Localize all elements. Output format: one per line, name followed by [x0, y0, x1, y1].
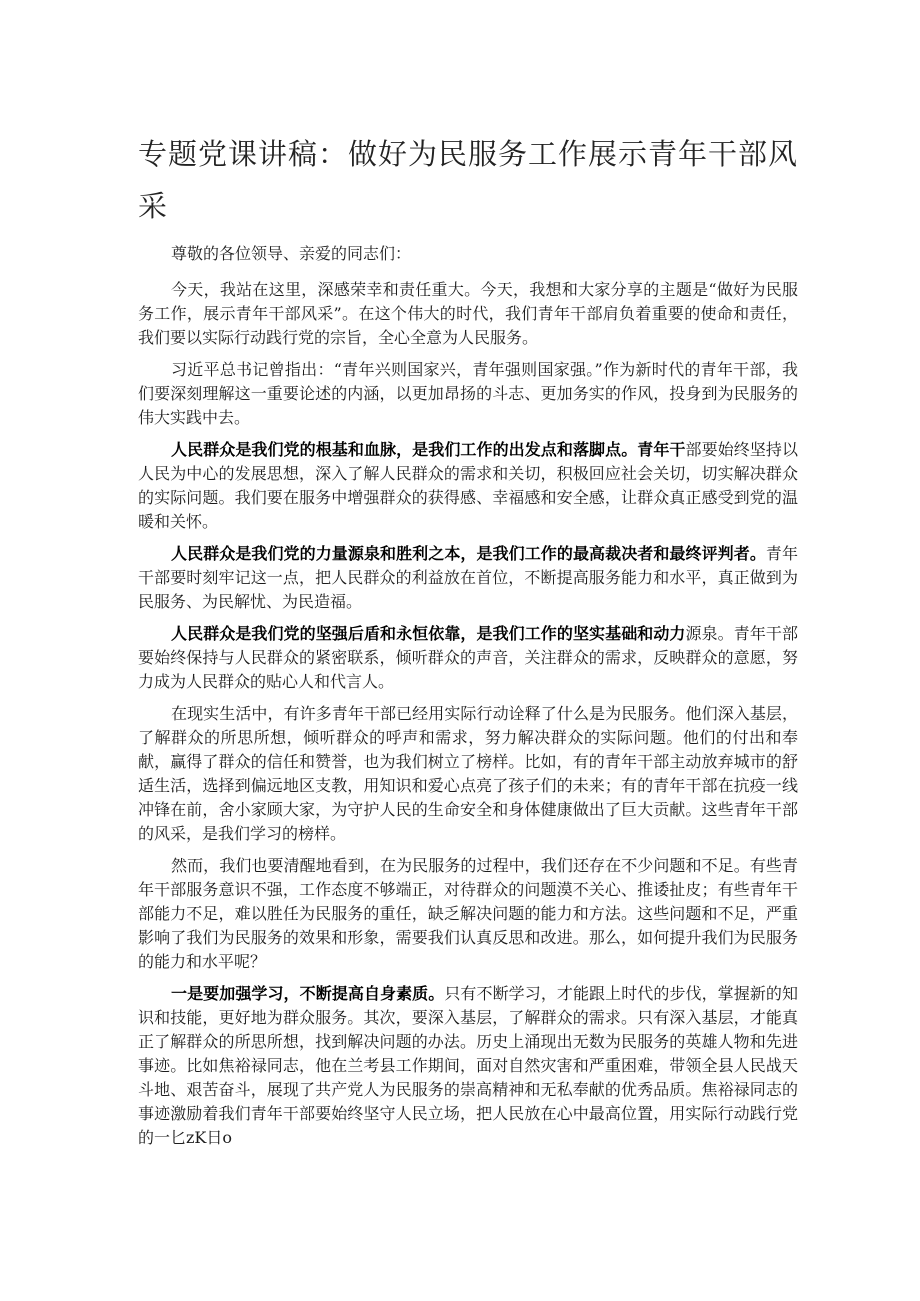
paragraph-lead-5: 人民群众是我们党的坚强后盾和永恒依靠，是我们工作的坚实基础和动力: [171, 624, 686, 643]
body-paragraph-2: [138, 358, 798, 430]
body-paragraph-1: [138, 278, 798, 350]
paragraph-text-2: 习近平总书记曾指出：“青年兴则国家兴，青年强则国家强。”作为新时代的青年干部，我们要深刻理解这一重要论述的内涵，以更加昂扬的斗志、更加务实的作风，投身到为民服务的伟大实践中去。: [138, 360, 798, 427]
body-paragraph-8: [138, 982, 798, 1150]
body-paragraph-6: [138, 702, 798, 846]
body-paragraph-5: [138, 622, 798, 694]
paragraph-lead-3: 人民群众是我们党的根基和血脉，是我们工作的出发点和落脚点。青年干: [171, 440, 686, 459]
document-page: [138, 128, 798, 1158]
paragraph-text-3: 部要始终坚持以人民为中心的发展思想，深入了解人民群众的需求和关切，积极回应社会关切，切实解决群众的实际问题。我们要在服务中增强群众的获得感、幸福感和安全感，让群众真正感受到党的温暖和关怀。: [138, 440, 798, 531]
body-paragraph-7: [138, 854, 798, 974]
body-paragraph-3: [138, 438, 798, 534]
paragraph-text-6: 在现实生活中，有许多青年干部已经用实际行动诠释了什么是为民服务。他们深入基层，了解群众的所思所想，倾听群众的呼声和需求，努力解决群众的实际问题。他们的付出和奉献，赢得了群众的信任和赞誉，也为我们树立了榜样。比如，有的青年干部主动放弃城市的舒适生活，选择到偏远地区支教，用知识和爱心点亮了孩子们的未来；有的青年干部在抗疫一线冲锋在前，舍小家顾大家，为守护人民的生命安全和身体健康做出了巨大贡献。这些青年干部的风采，是我们学习的榜样。: [138, 704, 798, 843]
paragraph-text-7: 然而，我们也要清醒地看到，在为民服务的过程中，我们还存在不少问题和不足。有些青年干部服务意识不强，工作态度不够端正，对待群众的问题漠不关心、推诿扯皮；有些青年干部能力不足，难以胜任为民服务的重任，缺乏解决问题的能力和方法。这些问题和不足，严重影响了我们为民服务的效果和形象，需要我们认真反思和改进。那么，如何提升我们为民服务的能力和水平呢？: [138, 856, 798, 971]
document-title: 专题党课讲稿：做好为民服务工作展示青年干部风采: [138, 137, 799, 223]
paragraph-lead-8: 一是要加强学习，不断提高自身素质。: [171, 984, 445, 1003]
paragraph-text-1: 今天，我站在这里，深感荣幸和责任重大。今天，我想和大家分享的主题是“做好为民服务工作，展示青年干部风采”。在这个伟大的时代，我们青年干部肩负着重要的使命和责任，我们要以实际行动践行党的宗旨，全心全意为人民服务。: [138, 280, 798, 347]
paragraph-text-8: 只有不断学习，才能跟上时代的步伐，掌握新的知识和技能，更好地为群众服务。其次，要深入基层，了解群众的需求。只有深入基层，才能真正了解群众的所思所想，找到解决问题的办法。历史上涌现出无数为民服务的英雄人物和先进事迹。比如焦裕禄同志，他在兰考县工作期间，面对自然灾害和严重困难，带领全县人民战天斗地、艰苦奋斗，展现了共产党人为民服务的崇高精神和无私奉献的优秀品质。焦裕禄同志的事迹激励着我们青年干部要始终坚守人民立场，把人民放在心中最高位置，用实际行动践行党的一匕zK日o: [138, 984, 798, 1147]
body-paragraph-4: [138, 542, 798, 614]
paragraph-lead-4: 人民群众是我们党的力量源泉和胜利之本，是我们工作的最高裁决者和最终评判者。: [171, 544, 766, 563]
paragraph-text-4: 青年干部要时刻牢记这一点，把人民群众的利益放在首位，不断提高服务能力和水平，真正做到为民服务、为民解忧、为民造福。: [138, 544, 798, 611]
greeting-paragraph: 尊敬的各位领导、亲爱的同志们：: [171, 244, 412, 263]
paragraph-text-5: 源泉。青年干部要始终保持与人民群众的紧密联系，倾听群众的声音，关注群众的需求，反映群众的意愿，努力成为人民群众的贴心人和代言人。: [138, 624, 798, 691]
